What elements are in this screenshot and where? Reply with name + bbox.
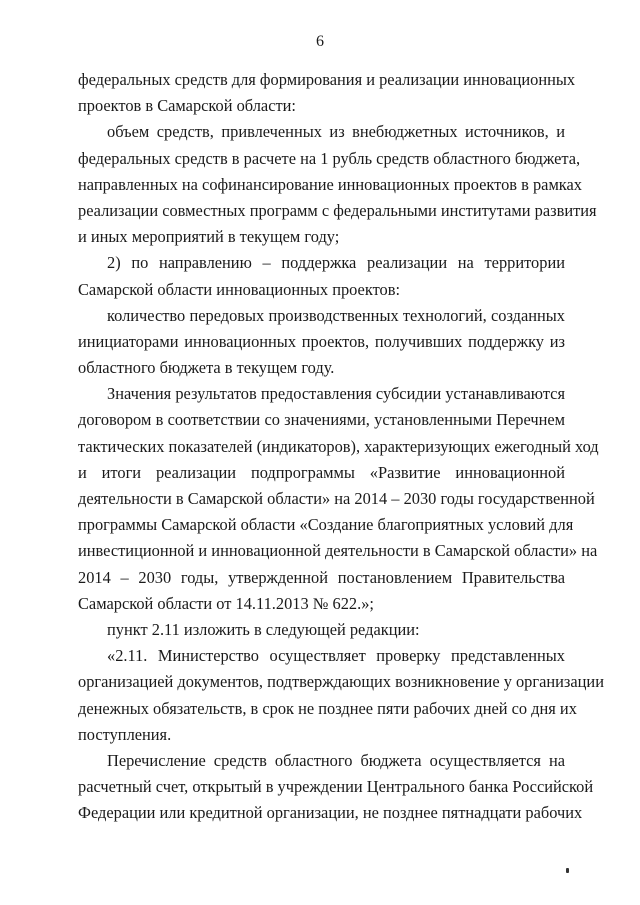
text-line: 2) по направлению – поддержка реализации на территории <box>107 253 565 273</box>
text-line: Федерации или кредитной организации, не позднее пятнадцати рабочих <box>78 803 583 823</box>
text-line: реализации совместных программ с федеральными институтами развития <box>78 200 597 220</box>
text-line: поступления. <box>78 724 172 744</box>
text-line: Перечисление средств областного бюджета осуществляется на <box>107 750 565 770</box>
text-line: проектов в Самарской области: <box>78 96 296 116</box>
text-line: договором в соответствии со значениями, установленными Перечнем <box>78 410 565 430</box>
text-line: денежных обязательств, в срок не позднее пяти рабочих дней со дня их <box>78 698 577 718</box>
text-line: инвестиционной и инновационной деятельности в Самарской области» на <box>78 541 598 561</box>
text-line: деятельности в Самарской области» на 2014 – 2030 годы государственной <box>78 489 595 508</box>
document-body <box>78 67 604 826</box>
text-line: Самарской области от 14.11.2013 № 622.»; <box>78 593 374 613</box>
text-line: областного бюджета в текущем году. <box>78 358 335 378</box>
text-line: объем средств, привлеченных из внебюджетных источников, и <box>107 122 565 142</box>
text-line: организацией документов, подтверждающих возникновение у организации <box>78 672 604 692</box>
text-line: Самарской области инновационных проектов: <box>78 279 401 299</box>
text-line: расчетный счет, открытый в учреждении Центрального банка Российской <box>78 777 594 797</box>
text-line: и итоги реализации подпрограммы «Развитие инновационной <box>78 462 565 482</box>
page-number: 6 <box>316 33 324 50</box>
text-line: направленных на софинансирование инновационных проектов в рамках <box>78 174 582 194</box>
text-line: инициаторами инновационных проектов, получивших поддержку из <box>78 331 565 351</box>
text-line: федеральных средств в расчете на 1 рубль средств областного бюджета, <box>78 148 581 168</box>
text-line: пункт 2.11 изложить в следующей редакции: <box>107 619 420 639</box>
scan-mark <box>566 868 569 873</box>
text-line: федеральных средств для формирования и реализации инновационных <box>78 70 576 89</box>
text-line: Значения результатов предоставления субсидии устанавливаются <box>107 384 565 404</box>
text-line: 2014 – 2030 годы, утвержденной постановлением Правительства <box>78 567 565 587</box>
text-line: «2.11. Министерство осуществляет проверку представленных <box>107 646 565 666</box>
text-line: программы Самарской области «Создание благоприятных условий для <box>78 515 574 535</box>
text-line: количество передовых производственных технологий, созданных <box>107 305 565 325</box>
text-line: тактических показателей (индикаторов), характеризующих ежегодный ход <box>78 436 599 456</box>
text-line: и иных мероприятий в текущем году; <box>78 227 340 247</box>
